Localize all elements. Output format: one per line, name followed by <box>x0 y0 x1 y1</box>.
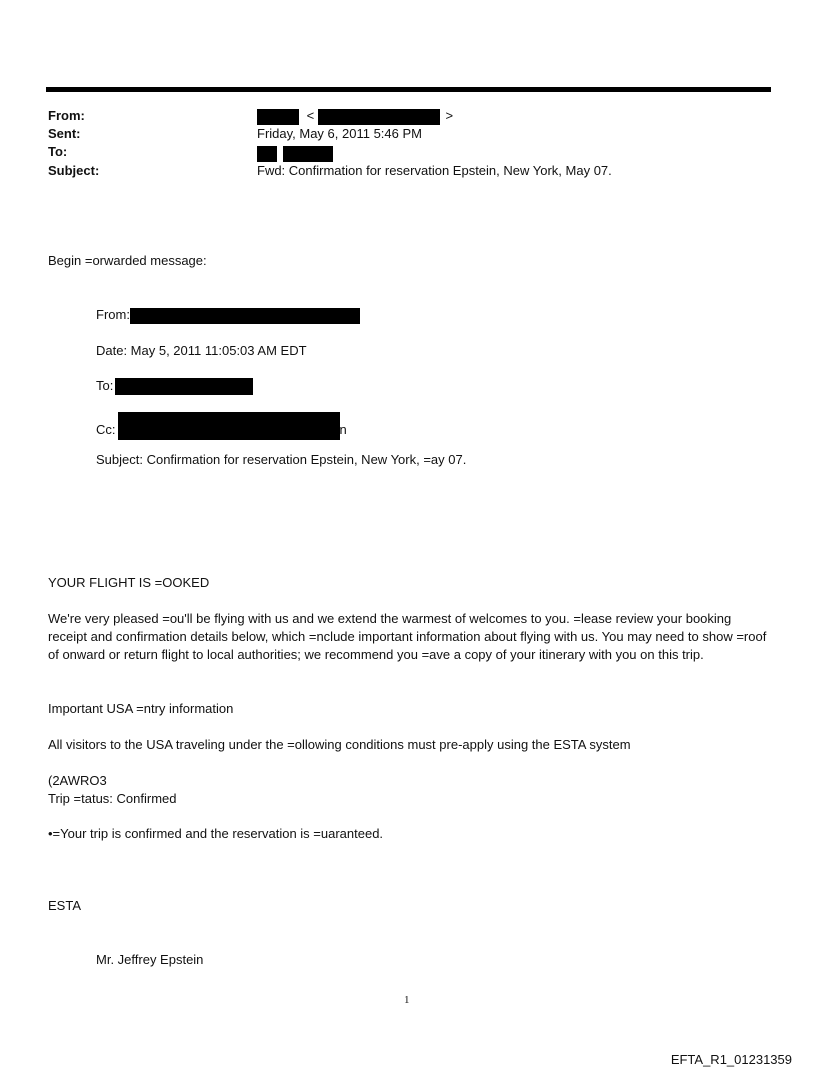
passenger-name: Mr. Jeffrey Epstein <box>96 952 204 967</box>
esta-heading: ESTA <box>48 898 81 913</box>
to-value <box>257 144 333 162</box>
flight-heading: YOUR FLIGHT IS =OOKED <box>48 575 210 590</box>
forward-cc-label: Cc: <box>96 422 116 437</box>
usa-entry-line: Important USA =ntry information <box>48 701 234 716</box>
page-number: 1 <box>404 994 410 1006</box>
confirmed-bullet: •=Your trip is confirmed and the reservation is =uaranteed. <box>48 826 384 841</box>
from-label: From: <box>48 108 85 123</box>
redaction-box <box>130 308 360 324</box>
visitors-line: All visitors to the USA traveling under the =ollowing conditions must pre-apply using the ESTA system <box>48 737 631 752</box>
forward-cc-trailing: n <box>339 422 347 437</box>
trip-status: Trip =tatus: Confirmed <box>48 791 177 806</box>
welcome-paragraph: We're very pleased =ou'll be flying with us and we extend the warmest of welcomes to you. =lease review your booking receipt and confirmation details below, which =nclude important information about flying with us. You may need to show =roof of onward or return flight to local authorities; we recommend you =ave a copy of your itinerary with you on this trip. <box>48 611 767 662</box>
from-lt: < <box>306 108 315 123</box>
redaction-box <box>257 146 277 162</box>
sent-value: Friday, May 6, 2011 5:46 PM <box>257 126 422 141</box>
forward-to <box>96 377 253 395</box>
redaction-box <box>283 146 333 162</box>
redaction-box <box>318 109 440 125</box>
from-value <box>257 107 453 125</box>
booking-code: (2AWRO3 <box>48 773 107 788</box>
redaction-box <box>115 378 253 395</box>
forward-from-label: From: <box>96 307 130 322</box>
redaction-box <box>118 412 340 440</box>
from-gt: > <box>445 108 454 123</box>
bates-number: EFTA_R1_01231359 <box>670 1052 792 1067</box>
forward-subject: Subject: Confirmation for reservation Epstein, New York, =ay 07. <box>96 452 467 467</box>
forward-from <box>96 306 360 324</box>
header-rule <box>46 87 771 92</box>
redaction-box <box>257 109 299 125</box>
forward-intro: Begin =orwarded message: <box>48 253 207 268</box>
subject-label: Subject: <box>48 163 100 178</box>
sent-label: Sent: <box>48 126 81 141</box>
forward-date: Date: May 5, 2011 11:05:03 AM EDT <box>96 343 307 358</box>
subject-value: Fwd: Confirmation for reservation Epstein, New York, May 07. <box>257 163 612 178</box>
forward-to-label: To: <box>96 378 114 393</box>
forward-cc <box>96 412 347 440</box>
to-label: To: <box>48 144 68 159</box>
